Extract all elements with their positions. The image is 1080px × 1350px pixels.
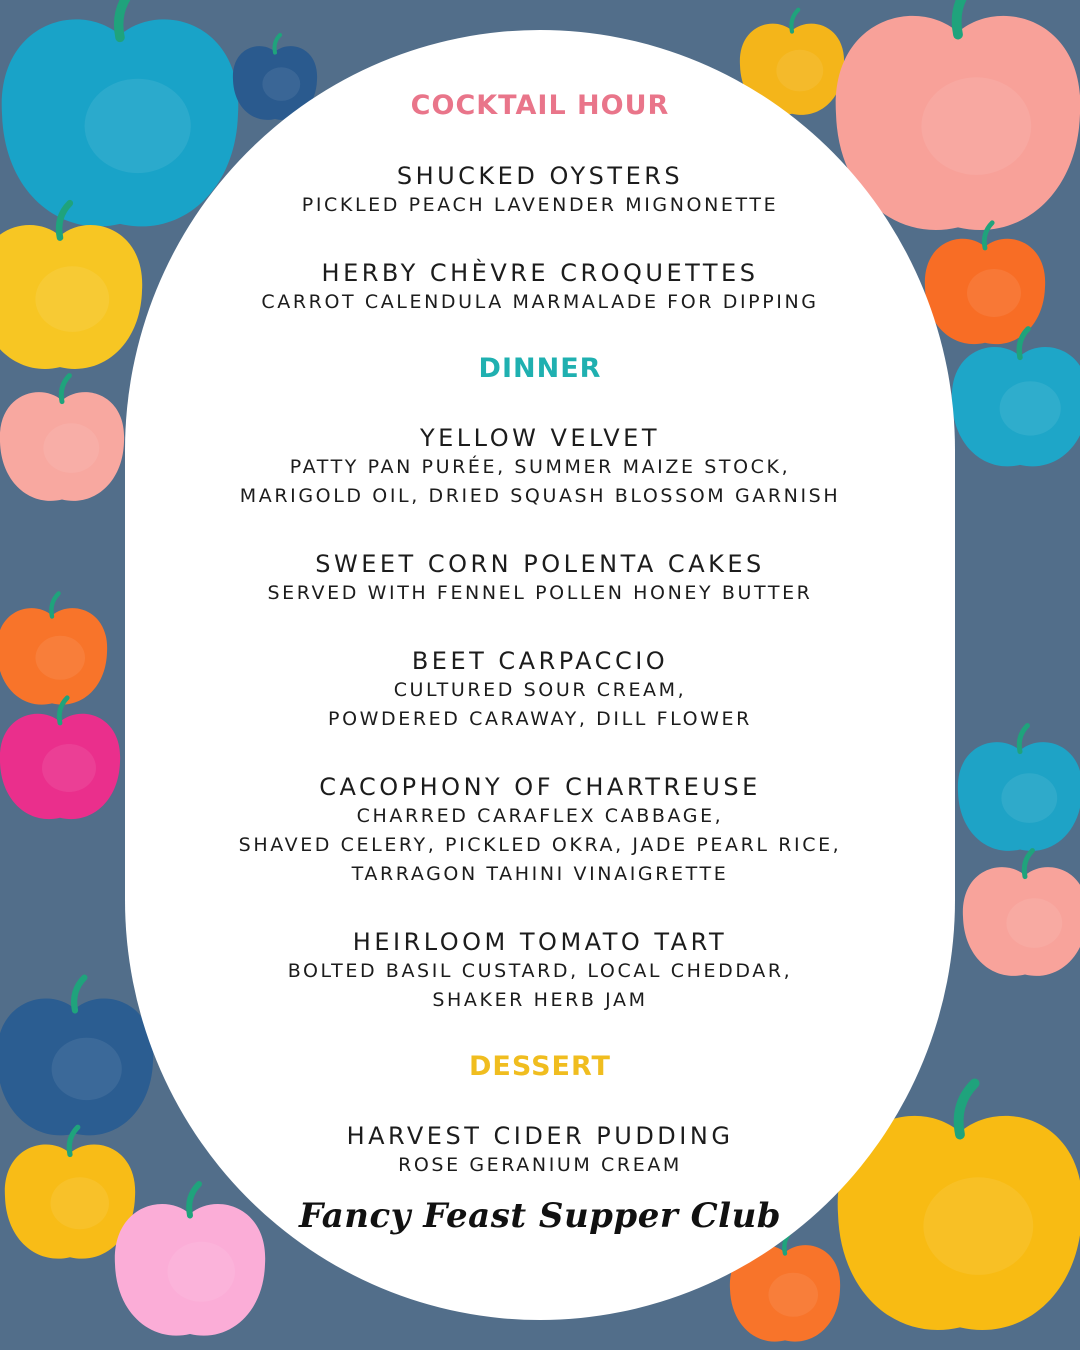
section-heading-dessert: DESSERT	[469, 1051, 611, 1082]
menu-item-desc: PICKLED PEACH LAVENDER MIGNONETTE	[301, 194, 779, 216]
menu-item-name: HERBY CHÈVRE CROQUETTES	[321, 259, 759, 287]
menu-item-desc: SHAVED CELERY, PICKLED OKRA, JADE PEARL RICE,	[238, 834, 842, 856]
menu-item-cacophony-of-chartreuse	[125, 772, 955, 889]
menu-item-desc: CULTURED SOUR CREAM,	[393, 679, 687, 701]
apple-highlight-9	[42, 744, 96, 792]
section-heading-dinner: DINNER	[478, 353, 602, 384]
apple-highlight-5	[967, 269, 1021, 317]
menu-item-desc: SERVED WITH FENNEL POLLEN HONEY BUTTER	[267, 582, 813, 604]
menu-item-desc: BOLTED BASIL CUSTARD, LOCAL CHEDDAR,	[287, 960, 793, 982]
apple-highlight-12	[52, 1038, 122, 1100]
menu-item-name: HARVEST CIDER PUDDING	[346, 1122, 734, 1150]
menu-item-name: SWEET CORN POLENTA CAKES	[315, 550, 765, 578]
menu-item-sweet-corn-polenta-cakes	[125, 549, 955, 608]
menu-item-name: YELLOW VELVET	[419, 424, 661, 452]
menu-item-heirloom-tomato-tart	[125, 927, 955, 1015]
apple-highlight-4	[35, 266, 109, 332]
menu-item-desc: CARROT CALENDULA MARMALADE FOR DIPPING	[261, 291, 819, 313]
apple-highlight-11	[1006, 898, 1062, 948]
menu-item-desc: ROSE GERANIUM CREAM	[398, 1154, 682, 1176]
menu-item-name: HEIRLOOM TOMATO TART	[352, 928, 728, 956]
menu-item-desc: POWDERED CARAWAY, DILL FLOWER	[328, 708, 752, 730]
menu-item-harvest-cider-pudding	[125, 1121, 955, 1180]
menu-item-desc: CHARRED CARAFLEX CABBAGE,	[356, 805, 724, 827]
apple-highlight-13	[51, 1177, 110, 1229]
menu-item-desc: SHAKER HERB JAM	[432, 989, 648, 1011]
menu-item-name: CACOPHONY OF CHARTREUSE	[319, 773, 761, 801]
menu-item-herby-chevre-croquettes	[125, 258, 955, 317]
menu-item-desc: TARRAGON TAHINI VINAIGRETTE	[351, 863, 729, 885]
menu-item-shucked-oysters	[125, 161, 955, 220]
menu-item-yellow-velvet	[125, 423, 955, 511]
apple-highlight-7	[43, 423, 99, 473]
menu-item-name: BEET CARPACCIO	[411, 647, 669, 675]
apple-highlight-8	[36, 636, 86, 680]
supper-club-name: Fancy Feast Supper Club	[298, 1196, 782, 1236]
menu-item-desc: PATTY PAN PURÉE, SUMMER MAIZE STOCK,	[289, 456, 791, 478]
apple-highlight-10	[1001, 773, 1057, 823]
menu-item-name: SHUCKED OYSTERS	[396, 162, 684, 190]
menu-item-desc: MARIGOLD OIL, DRIED SQUASH BLOSSOM GARNISH	[239, 485, 841, 507]
section-heading-cocktail-hour: COCKTAIL HOUR	[410, 90, 670, 121]
apple-highlight-6	[1000, 381, 1061, 435]
menu	[125, 0, 955, 1350]
menu-item-beet-carpaccio	[125, 646, 955, 734]
